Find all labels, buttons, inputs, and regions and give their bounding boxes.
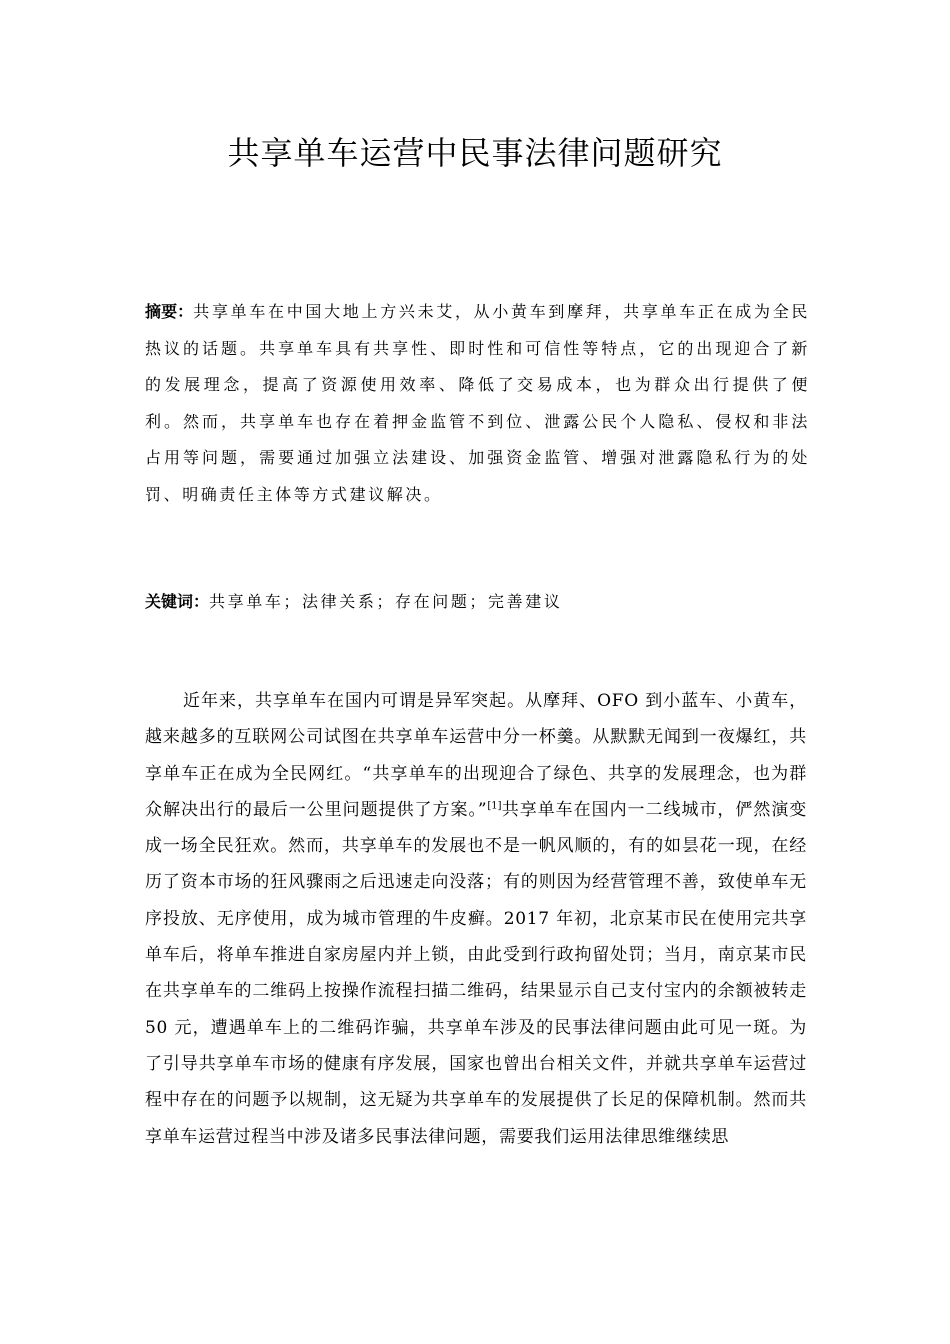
- abstract-paragraph: [145, 294, 810, 513]
- body-text-part2: 共享单车在国内一二线城市，俨然演变成一场全民狂欢。然而，共享单车的发展也不是一帆风顺的，有的如昙花一现，在经历了资本市场的狂风骤雨之后迅速走向没落；有的则因为经营管理不善，致使单车无序投放、无序使用，成为城市管理的牛皮癣。2017 年初，北京某市民在使用完共享单车后，将单车推进自家房屋内并上锁，由此受到行政拘留处罚；当月，南京某市民在共享单车的二维码上按操作流程扫描二维码，结果显示自己支付宝内的余额被转走 50 元，遭遇单车上的二维码诈骗，共享单车涉及的民事法律问题由此可见一斑。为了引导共享单车市场的健康有序发展，国家也曾出台相关文件，并就共享单车运营过程中存在的问题予以规制，这无疑为共享单车的发展提供了长足的保障机制。然而共享单车运营过程当中涉及诸多民事法律问题，需要我们运用法律思维继续思: [145, 799, 807, 1147]
- body-paragraph: [145, 683, 807, 1155]
- keywords-label: 关键词：: [145, 592, 210, 611]
- abstract-label: 摘要：: [145, 302, 194, 321]
- body-text-part1: 近年来，共享单车在国内可谓是异军突起。从摩拜、OFO 到小蓝车、小黄车，越来越多的互联网公司试图在共享单车运营中分一杯羹。从默默无闻到一夜爆红，共享单车正在成为全民网红。“共享单车的出现迎合了绿色、共享的发展理念，也为群众解决出行的最后一公里问题提供了方案。”: [145, 691, 807, 820]
- keywords-line: [145, 584, 810, 620]
- keywords-text: 共享单车；法律关系；存在问题；完善建议: [209, 592, 563, 611]
- abstract-text: 共享单车在中国大地上方兴未艾，从小黄车到摩拜，共享单车正在成为全民热议的话题。共享单车具有共享性、即时性和可信性等特点，它的出现迎合了新的发展理念，提高了资源使用效率、降低了交易成本，也为群众出行提供了便利。然而，共享单车也存在着押金监管不到位、泄露公民个人隐私、侵权和非法占用等问题，需要通过加强立法建设、加强资金监管、增强对泄露隐私行为的处罚、明确责任主体等方式建议解决。: [145, 302, 810, 504]
- citation-marker: [1]: [487, 800, 502, 812]
- paper-title: 共享单车运营中民事法律问题研究: [227, 134, 723, 172]
